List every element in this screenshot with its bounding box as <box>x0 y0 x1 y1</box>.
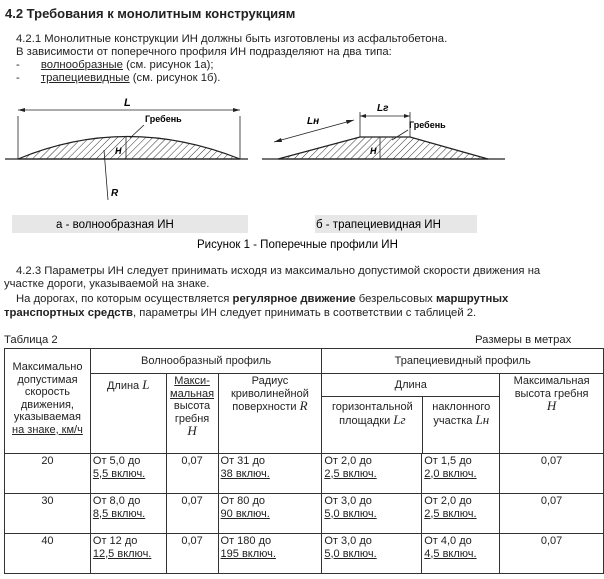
table-row <box>5 494 604 534</box>
cell-incl: От 4,0 до 4,5 включ. <box>422 534 500 574</box>
list-item-wave-ref: (см. рисунок 1а); <box>122 59 214 71</box>
para-2-line-2: участке дороги, указываемой на знаке. <box>4 278 210 290</box>
table-row <box>5 534 604 574</box>
label-H-left: H <box>115 146 122 156</box>
list-item-wave <box>16 59 214 72</box>
caption-b: б - трапециевидная ИН <box>316 219 441 231</box>
cell-horiz: От 3,0 до 5,0 включ. <box>322 494 422 534</box>
cell-horiz: От 2,0 до 2,5 включ. <box>322 454 422 494</box>
list-item-trap-term: трапециевидные <box>40 72 130 84</box>
cell-speed: 40 <box>5 534 91 574</box>
label-ridge-left: Гребень <box>145 114 182 124</box>
para-2-line-1: 4.2.3 Параметры ИН следует принимать исходя из максимально допустимой скорости движения на <box>16 265 541 277</box>
cell-radius: От 31 до 38 включ. <box>218 454 322 494</box>
table-units: Размеры в метрах <box>475 334 572 346</box>
list-dash: - <box>16 72 20 84</box>
table-title: Таблица 2 <box>4 334 58 346</box>
cell-radius: От 180 до 195 включ. <box>218 534 322 574</box>
trap-hump <box>278 137 488 159</box>
cell-height: 0,07 <box>166 494 218 534</box>
header-wave: Волнообразный профиль <box>90 349 321 374</box>
header-length-trap <box>322 374 500 454</box>
header-horiz: горизонтальной площадки Lг <box>322 397 423 453</box>
cell-length: От 12 до 12,5 включ. <box>90 534 166 574</box>
label-Lh: Lн <box>307 116 320 127</box>
params-table <box>4 348 604 574</box>
cell-height: 0,07 <box>166 454 218 494</box>
para-2-text: На дорогах, по которым осуществляется <box>16 293 233 305</box>
header-radius: Радиус криволинейной поверхности R <box>218 374 322 454</box>
header-incl: наклонного участка Lн <box>432 401 491 427</box>
cell-speed: 30 <box>5 494 91 534</box>
header-speed: Максимально допустимая скорость движения, указываемая на знаке, км/ч <box>5 349 91 454</box>
table-subheader-row <box>5 374 604 454</box>
figure-caption: Рисунок 1 - Поперечные профили ИН <box>197 239 398 251</box>
list-item-trap <box>16 72 220 85</box>
wave-hump <box>18 137 240 160</box>
table-row <box>5 454 604 494</box>
header-length: Длина L <box>90 374 166 454</box>
cell-horiz: От 3,0 до 5,0 включ. <box>322 534 422 574</box>
cell-height: 0,07 <box>166 534 218 574</box>
para-2-line-4 <box>4 307 476 320</box>
para-2-line-3 <box>16 293 508 306</box>
section-heading: 4.2 Требования к монолитным конструкциям <box>5 6 296 21</box>
para-2-bold-route: маршрутных <box>435 293 509 305</box>
para-2-text: безрельсовых <box>355 293 436 305</box>
label-L: L <box>124 97 131 109</box>
label-R: R <box>111 188 119 199</box>
label-H-right: H <box>370 146 377 156</box>
label-Lg: Lг <box>377 103 389 114</box>
cell-incl: От 2,0 до 2,5 включ. <box>422 494 500 534</box>
list-item-wave-term: волнообразные <box>40 59 123 71</box>
wave-profile-diagram <box>5 97 248 233</box>
caption-a: а - волнообразная ИН <box>56 219 174 231</box>
para-2-bold-regular: регулярное движение <box>232 293 356 305</box>
figure-profiles <box>0 92 604 252</box>
para-1-line-1: 4.2.1 Монолитные конструкции ИН должны быть изготовлены из асфальтобетона. <box>16 33 448 45</box>
trap-profile-diagram <box>262 103 505 233</box>
list-dash: - <box>16 59 20 71</box>
header-max-height-trap: Максимальная высота гребня H <box>500 374 604 454</box>
header-max-height: Макси- мальная высота гребня H <box>166 374 218 454</box>
cell-incl: От 1,5 до 2,0 включ. <box>422 454 500 494</box>
cell-height-trap: 0,07 <box>500 454 604 494</box>
cell-radius: От 80 до 90 включ. <box>218 494 322 534</box>
para-2-text: , параметры ИН следует принимать в соответствии с таблицей 2. <box>132 307 477 319</box>
cell-length: От 8,0 до 8,5 включ. <box>90 494 166 534</box>
cell-length: От 5,0 до 5,5 включ. <box>90 454 166 494</box>
cell-height-trap: 0,07 <box>500 494 604 534</box>
cell-height-trap: 0,07 <box>500 534 604 574</box>
cell-speed: 20 <box>5 454 91 494</box>
table-header-row <box>5 349 604 374</box>
para-1-line-2: В зависимости от поперечного профиля ИН подразделяют на два типа: <box>16 46 392 58</box>
header-trap: Трапециевидный профиль <box>322 349 604 374</box>
list-item-trap-ref: (см. рисунок 1б). <box>129 72 221 84</box>
label-ridge-right: Гребень <box>409 120 446 130</box>
para-2-bold-vehicles: транспортных средств <box>4 307 133 319</box>
header-length-trap-label: Длина <box>322 374 499 397</box>
